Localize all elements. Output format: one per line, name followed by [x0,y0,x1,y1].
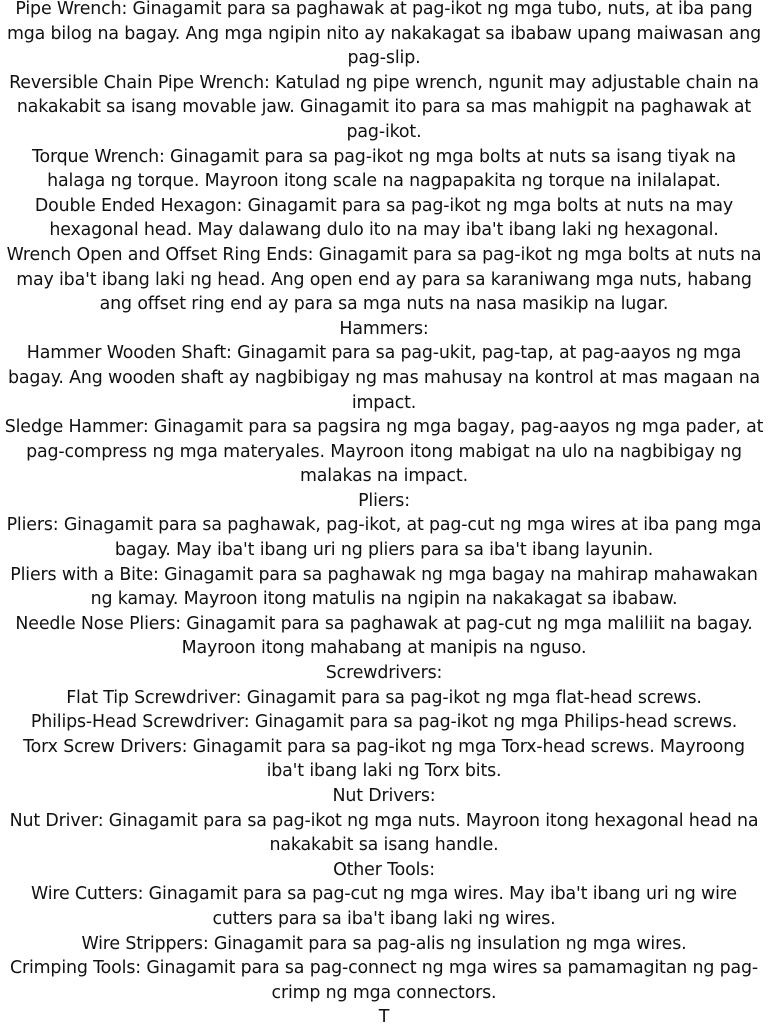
nut-driver-paragraph: Nut Driver: Ginagamit para sa pag-ikot ng mga nuts. Mayroon itong hexagonal head na nakakabit sa isang handle. [9,810,759,856]
wire-cutters-paragraph: Wire Cutters: Ginagamit para sa pag-cut ng mga wires. May iba't ibang uri ng wire cutters para sa iba't ibang laki ng wires. [31,884,737,929]
double-ended-hexagon-paragraph: Double Ended Hexagon: Ginagamit para sa pag-ikot ng mga bolts at nuts na may hexagonal head. May dalawang dulo ito na may iba't ibang laki ng hexagonal. [34,195,734,241]
wire-strippers-paragraph: Wire Strippers: Ginagamit para sa pag-alis ng insulation ng mga wires. [81,933,687,954]
philips-head-screwdriver-paragraph: Philips-Head Screwdriver: Ginagamit para sa pag-ikot ng mga Philips-head screws. [30,712,738,733]
crimping-tools-paragraph: Crimping Tools: Ginagamit para sa pag-connect ng mga wires sa pamamagitan ng pag-crimp ng mga connectors. [9,958,759,1003]
sledge-hammer-paragraph: Sledge Hammer: Ginagamit para sa pagsira ng mga bagay, pag-aayos ng mga pader, at pag-compress ng mga materyales. Mayroon itong mabigat na ulo na nagbibigay ng malakas na impact. [4,417,764,487]
torque-wrench-paragraph: Torque Wrench: Ginagamit para sa pag-ikot ng mga bolts at nuts sa isang tiyak na halaga ng torque. Mayroon itong scale na nagpapakita ng torque na inilalapat. [31,146,737,192]
wrench-open-offset-ring-paragraph: Wrench Open and Offset Ring Ends: Ginagamit para sa pag-ikot ng mga bolts at nuts na may iba't ibang laki ng head. Ang open end ay para sa karaniwang mga nuts, habang ang offset ring end ay para sa mga nuts na nasa masikip na lugar. [6,244,762,315]
torx-screw-drivers-paragraph: Torx Screw Drivers: Ginagamit para sa pag-ikot ng mga Torx-head screws. Mayroong iba't ibang laki ng Torx bits. [23,736,745,782]
flat-tip-screwdriver-paragraph: Flat Tip Screwdriver: Ginagamit para sa pag-ikot ng mga flat-head screws. [66,687,702,708]
nut-drivers-heading: Nut Drivers: [332,786,436,806]
truncated-next-paragraph: T [378,1007,390,1024]
pipe-wrench-paragraph: Pipe Wrench: Ginagamit para sa paghawak at pag-ikot ng mga tubo, nuts, at iba pang mga bilog na bagay. Ang mga ngipin nito ay nakakagat sa ibabaw upang maiwasan ang pag-slip. [6,0,762,69]
screwdrivers-heading: Screwdrivers: [325,663,443,684]
reversible-chain-pipe-wrench-paragraph: Reversible Chain Pipe Wrench: Katulad ng pipe wrench, ngunit may adjustable chain na nakakabit sa isang movable jaw. Ginagamit ito para sa mas mahigpit na paghawak at pag-ikot. [9,72,759,142]
pliers-with-a-bite-paragraph: Pliers with a Bite: Ginagamit para sa paghawak ng mga bagay na mahirap mahawakan ng kamay. Mayroon itong matulis na ngipin na nakakagat sa ibabaw. [10,564,758,610]
other-tools-heading: Other Tools: [333,859,435,880]
hammer-wooden-shaft-paragraph: Hammer Wooden Shaft: Ginagamit para sa pag-ukit, pag-tap, at pag-aayos ng mga bagay. Ang wooden shaft ay nagbibigay ng mas mahusay na kontrol at mas magaan na impact. [7,343,761,413]
pliers-heading: Pliers: [358,490,410,511]
pliers-paragraph: Pliers: Ginagamit para sa paghawak, pag-ikot, at pag-cut ng mga wires at iba pang mga bagay. May iba't ibang uri ng pliers para sa iba't ibang layunin. [6,515,762,561]
hammers-heading: Hammers: [339,318,429,339]
needle-nose-pliers-paragraph: Needle Nose Pliers: Ginagamit para sa paghawak at pag-cut ng mga maliliit na bagay. Mayroon itong mahabang at manipis na nguso. [15,613,753,659]
